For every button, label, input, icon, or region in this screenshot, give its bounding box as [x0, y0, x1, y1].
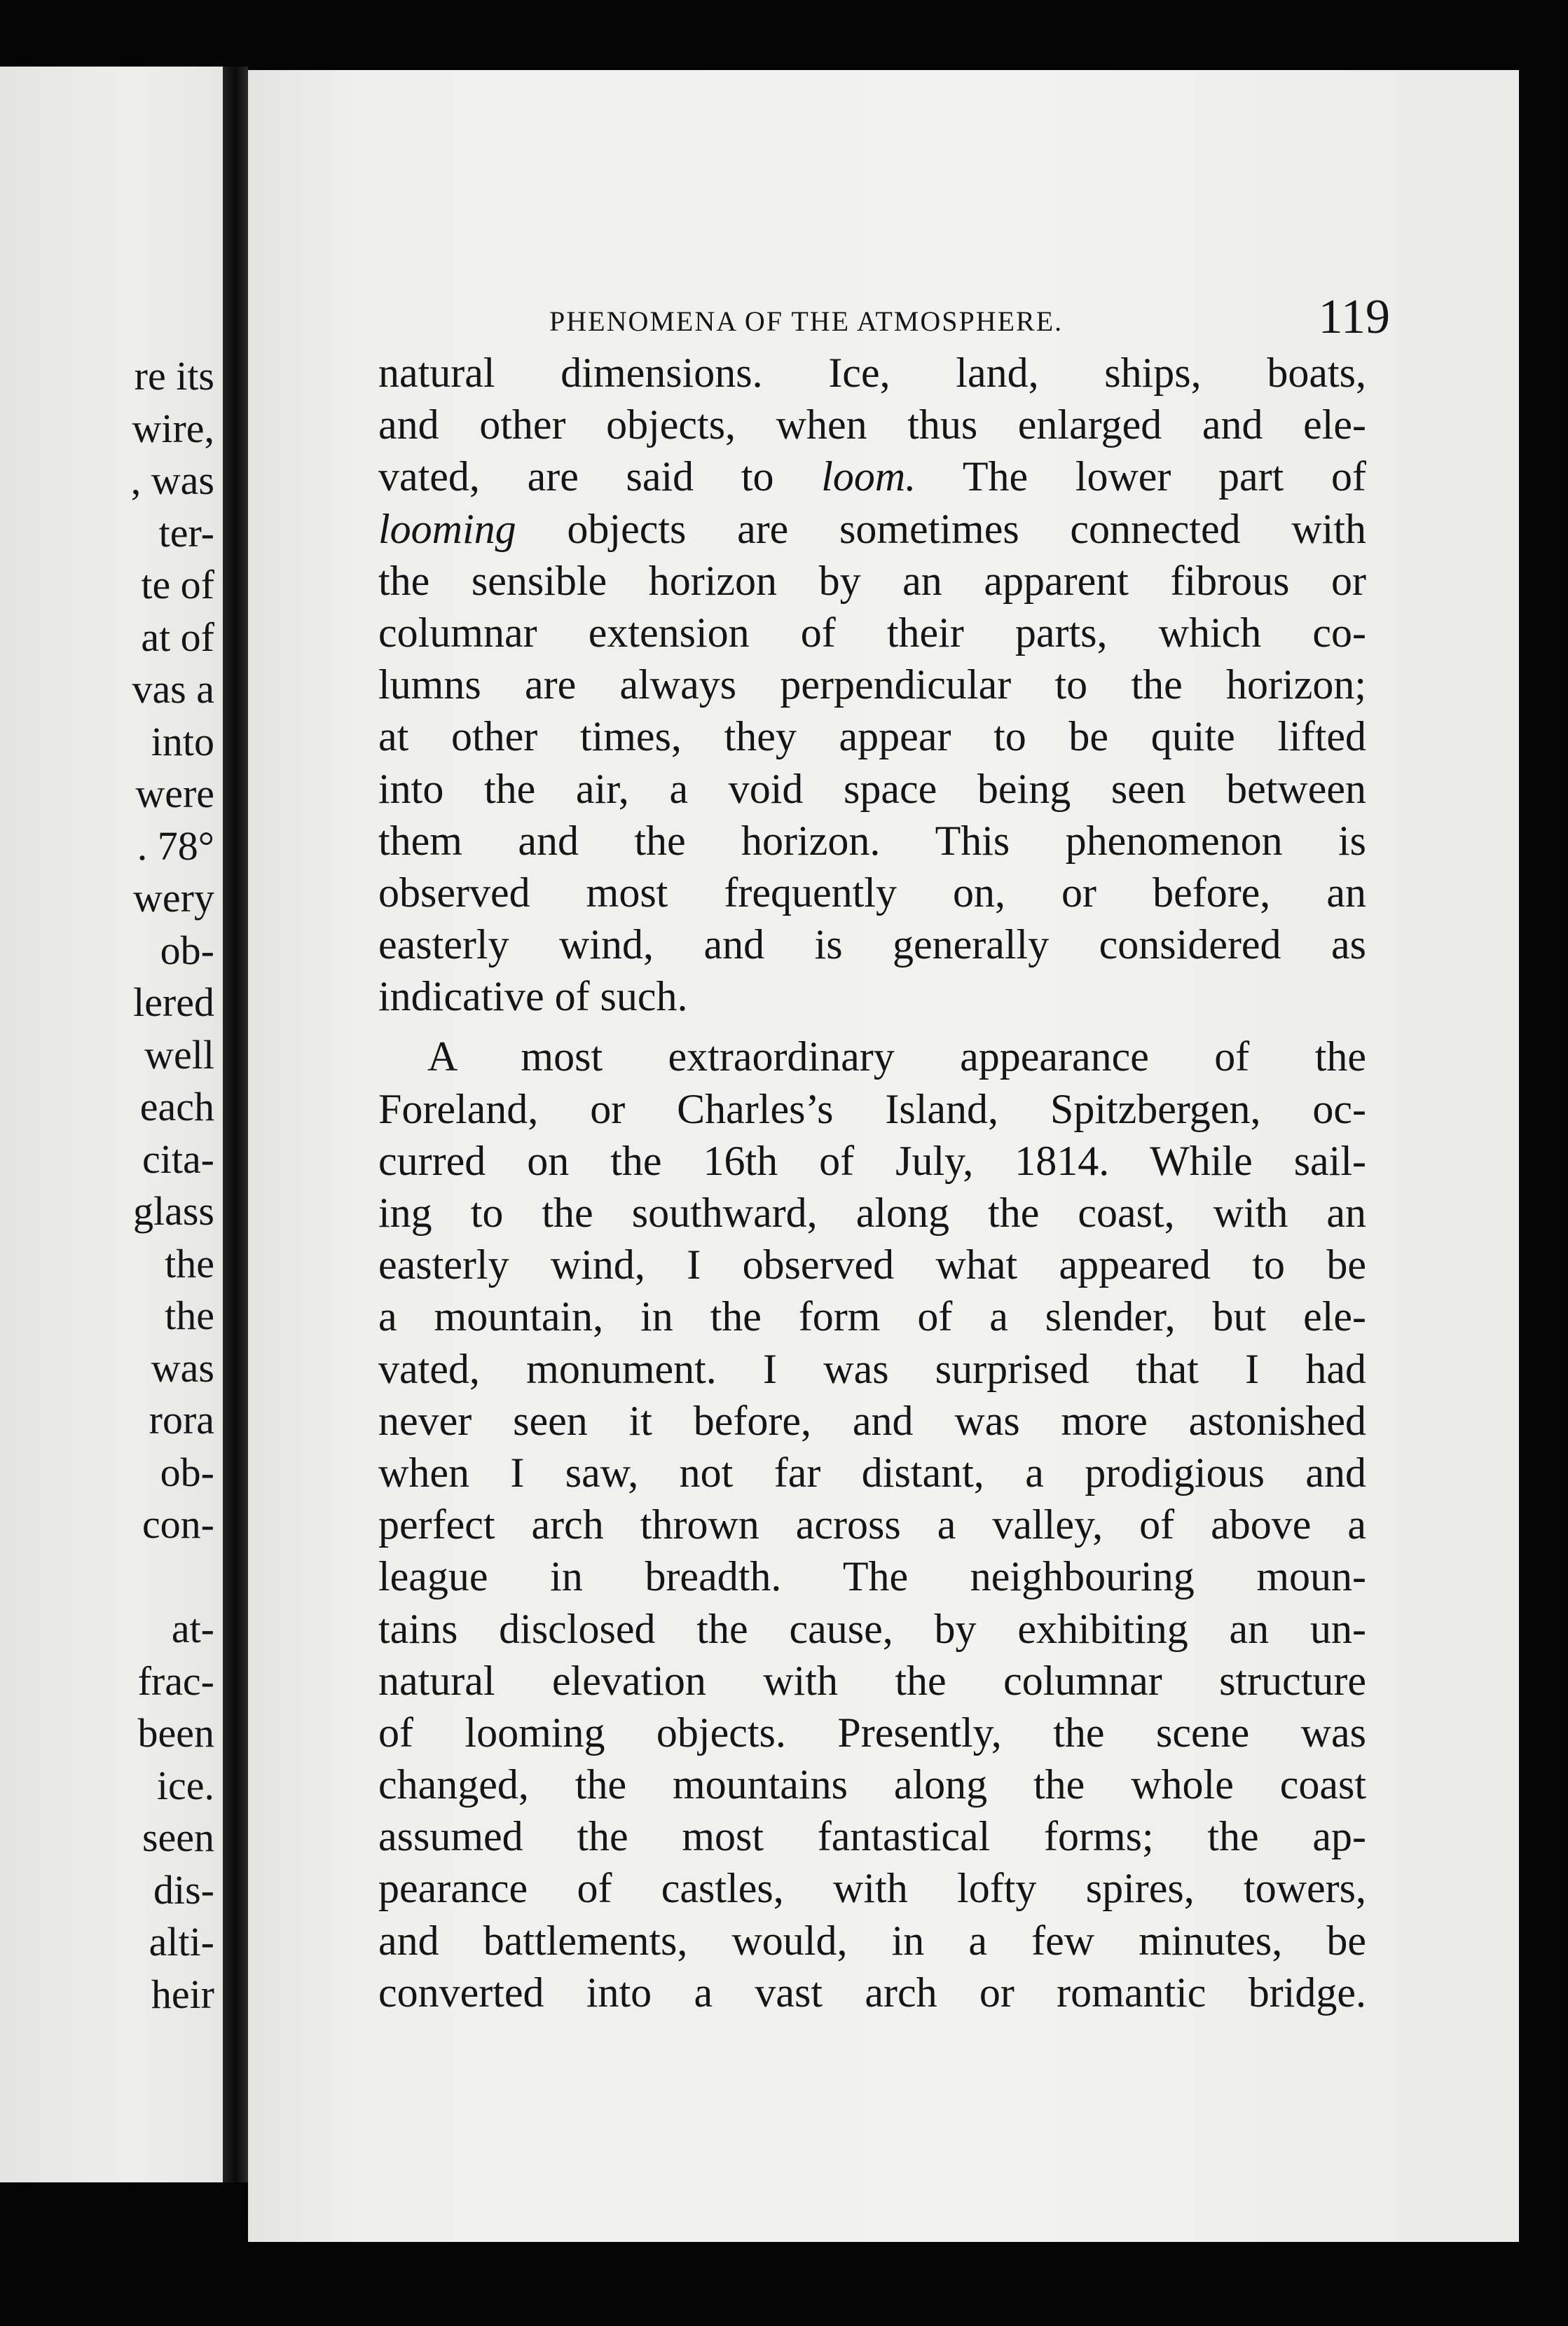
left-line: rora	[149, 1397, 214, 1443]
left-line	[131, 1551, 214, 1604]
text-line: Foreland, or Charles’s Island, Spitzbergen, oc-	[378, 1085, 1366, 1132]
left-line: ob-	[160, 927, 214, 973]
text-line: A most extraordinary appearance of the	[427, 1033, 1366, 1080]
italic-term: looming	[378, 505, 516, 552]
left-line: at of	[141, 614, 214, 660]
text-line: a mountain, in the form of a slender, but ele-	[378, 1293, 1366, 1340]
text-line	[378, 503, 1366, 555]
text-line: league in breadth. The neighbouring moun-	[378, 1553, 1366, 1600]
text-run: vated, are said to	[378, 453, 822, 500]
left-line: dis-	[153, 1866, 214, 1913]
left-line: wire,	[132, 405, 214, 451]
paragraph	[378, 347, 1366, 1022]
left-line: glass	[133, 1188, 214, 1234]
left-line: , was	[130, 457, 214, 503]
left-line: re its	[134, 353, 214, 399]
text-line: at other times, they appear to be quite lifted	[378, 713, 1366, 760]
text-line: when I saw, not far distant, a prodigious and	[378, 1449, 1366, 1496]
left-line: been	[137, 1710, 214, 1756]
italic-term: loom.	[821, 453, 916, 500]
paragraph	[378, 1031, 1366, 2018]
text-line: them and the horizon. This phenomenon is	[378, 817, 1366, 864]
text-run: The lower part of	[916, 453, 1366, 500]
text-line: the sensible horizon by an apparent fibrous or	[378, 557, 1366, 604]
text-line: converted into a vast arch or romantic bridge.	[378, 1969, 1366, 2016]
left-line: ob-	[160, 1449, 214, 1495]
text-line: never seen it before, and was more astonished	[378, 1397, 1366, 1444]
left-line: heir	[151, 1971, 214, 2017]
left-line: alti-	[149, 1919, 214, 1964]
book-gutter	[223, 67, 248, 2182]
left-line: each	[139, 1084, 214, 1129]
left-line: con-	[142, 1501, 214, 1547]
left-line: into	[151, 718, 214, 764]
text-run: objects are sometimes connected with	[516, 505, 1366, 552]
left-line: wery	[133, 875, 214, 921]
text-line: of looming objects. Presently, the scene was	[378, 1709, 1366, 1756]
text-line	[378, 450, 1366, 502]
left-page-text-fragments	[131, 350, 214, 2021]
left-page-edge	[0, 67, 223, 2182]
left-line: frac-	[137, 1658, 214, 1704]
text-line: indicative of such.	[378, 973, 688, 1020]
text-line: vated, monument. I was surprised that I had	[378, 1345, 1366, 1392]
running-head	[549, 268, 1390, 352]
body-text	[378, 347, 1366, 2018]
running-title: PHENOMENA OF THE ATMOSPHERE.	[549, 305, 1064, 337]
text-line: into the air, a void space being seen between	[378, 765, 1366, 812]
left-line: at-	[171, 1606, 214, 1651]
text-line: observed most frequently on, or before, an	[378, 869, 1366, 916]
text-line: tains disclosed the cause, by exhibiting an un-	[378, 1605, 1366, 1652]
text-line: lumns are always perpendicular to the horizon;	[378, 661, 1366, 708]
left-line: ice.	[156, 1762, 214, 1808]
text-line: ing to the southward, along the coast, with an	[378, 1190, 1366, 1236]
text-line: perfect arch thrown across a valley, of above a	[378, 1501, 1366, 1548]
text-line: easterly wind, and is generally considered as	[378, 921, 1366, 968]
left-line: the	[165, 1240, 214, 1286]
left-line: ter-	[158, 509, 214, 556]
page-119	[248, 70, 1519, 2242]
text-line: pearance of castles, with lofty spires, towers,	[378, 1865, 1366, 1912]
left-line: well	[144, 1031, 214, 1078]
left-line: were	[135, 771, 214, 816]
left-line: cita-	[142, 1136, 214, 1182]
left-line: lered	[133, 979, 214, 1025]
text-line: easterly wind, I observed what appeared to be	[378, 1241, 1366, 1288]
text-line: natural elevation with the columnar structure	[378, 1657, 1366, 1704]
left-line: the	[165, 1293, 214, 1338]
text-line: changed, the mountains along the whole coast	[378, 1761, 1366, 1808]
left-line: was	[151, 1344, 214, 1391]
left-line: seen	[142, 1815, 214, 1860]
left-line: te of	[141, 562, 214, 607]
text-line: columnar extension of their parts, which co-	[378, 609, 1366, 656]
page-number: 119	[1318, 290, 1390, 344]
left-line: . 78°	[137, 823, 214, 869]
text-line: and battlements, would, in a few minutes, be	[378, 1917, 1366, 1964]
text-line: and other objects, when thus enlarged and ele-	[378, 401, 1366, 448]
text-line: natural dimensions. Ice, land, ships, boats,	[378, 350, 1366, 396]
left-line: vas a	[132, 666, 214, 712]
text-line: curred on the 16th of July, 1814. While sail-	[378, 1137, 1366, 1184]
text-line: assumed the most fantastical forms; the ap-	[378, 1813, 1366, 1860]
